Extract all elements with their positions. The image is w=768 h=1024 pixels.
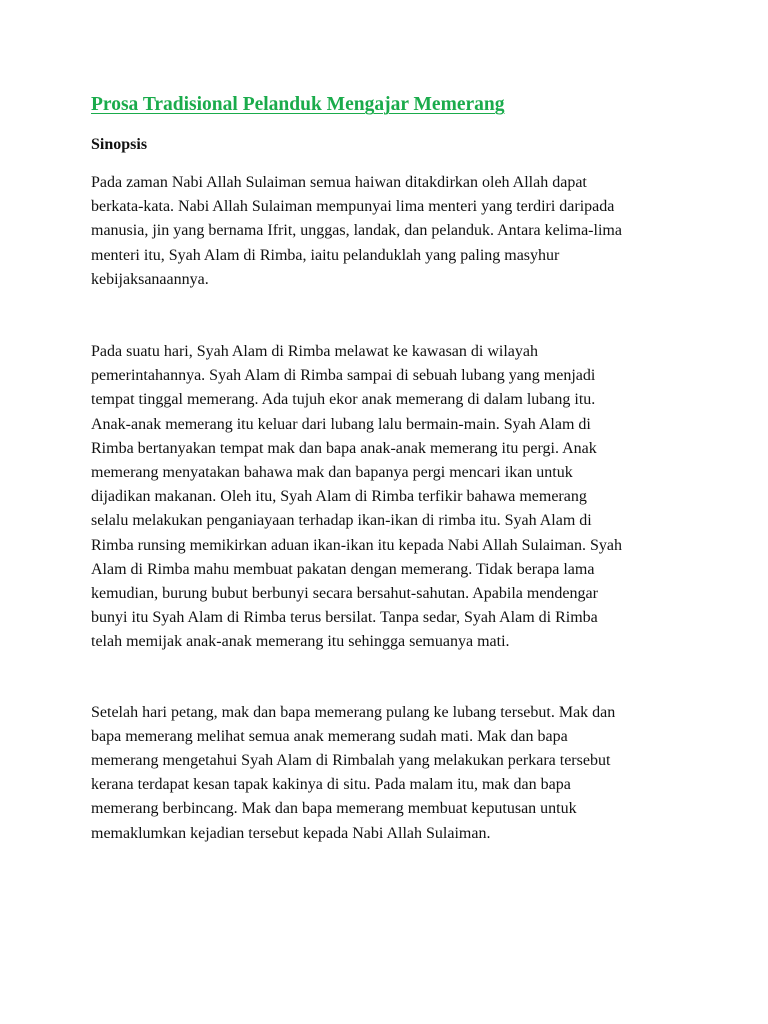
document-body [91,91,691,846]
section-heading: Sinopsis [91,136,148,153]
paragraph: Pada zaman Nabi Allah Sulaiman semua haiwan ditakdirkan oleh Allah dapat berkata-kata. Nabi Allah Sulaiman mempunyai lima menteri yang terdiri daripada manusia, jin yang bernama Ifrit, unggas, landak, dan pelanduk. Antara kelima-lima menteri itu, Syah Alam di Rimba, iaitu pelanduklah yang paling masyhur kebijaksanaannya. [91,174,622,288]
paragraph: Pada suatu hari, Syah Alam di Rimba melawat ke kawasan di wilayah pemerintahannya. Syah Alam di Rimba sampai di sebuah lubang yang menjadi tempat tinggal memerang. Ada tujuh ekor anak memerang di dalam lubang itu. Anak-anak memerang itu keluar dari lubang lalu bermain-main. Syah Alam di Rimba bertanyakan tempat mak dan bapa anak-anak memerang itu pergi. Anak memerang menyatakan bahawa mak dan bapanya pergi mencari ikan untuk dijadikan makanan. Oleh itu, Syah Alam di Rimba terfikir bahawa memerang selalu melakukan penganiayaan terhadap ikan-ikan di rimba itu. Syah Alam di Rimba runsing memikirkan aduan ikan-ikan itu kepada Nabi Allah Sulaiman. Syah Alam di Rimba mahu membuat pakatan dengan memerang. Tidak berapa lama kemudian, burung bubut berbunyi secara bersahut-sahutan. Apabila mendengar bunyi itu Syah Alam di Rimba terus bersilat. Tanpa sedar, Syah Alam di Rimba telah memijak anak-anak memerang itu sehingga semuanya mati. [91,343,622,651]
document-title: Prosa Tradisional Pelanduk Mengajar Memerang [91,94,505,115]
paragraph: Setelah hari petang, mak dan bapa memerang pulang ke lubang tersebut. Mak dan bapa memerang melihat semua anak memerang sudah mati. Mak dan bapa memerang mengetahui Syah Alam di Rimbalah yang melakukan perkara tersebut kerana terdapat kesan tapak kakinya di situ. Pada malam itu, mak dan bapa memerang berbincang. Mak dan bapa memerang membuat keputusan untuk memaklumkan kejadian tersebut kepada Nabi Allah Sulaiman. [91,703,616,842]
